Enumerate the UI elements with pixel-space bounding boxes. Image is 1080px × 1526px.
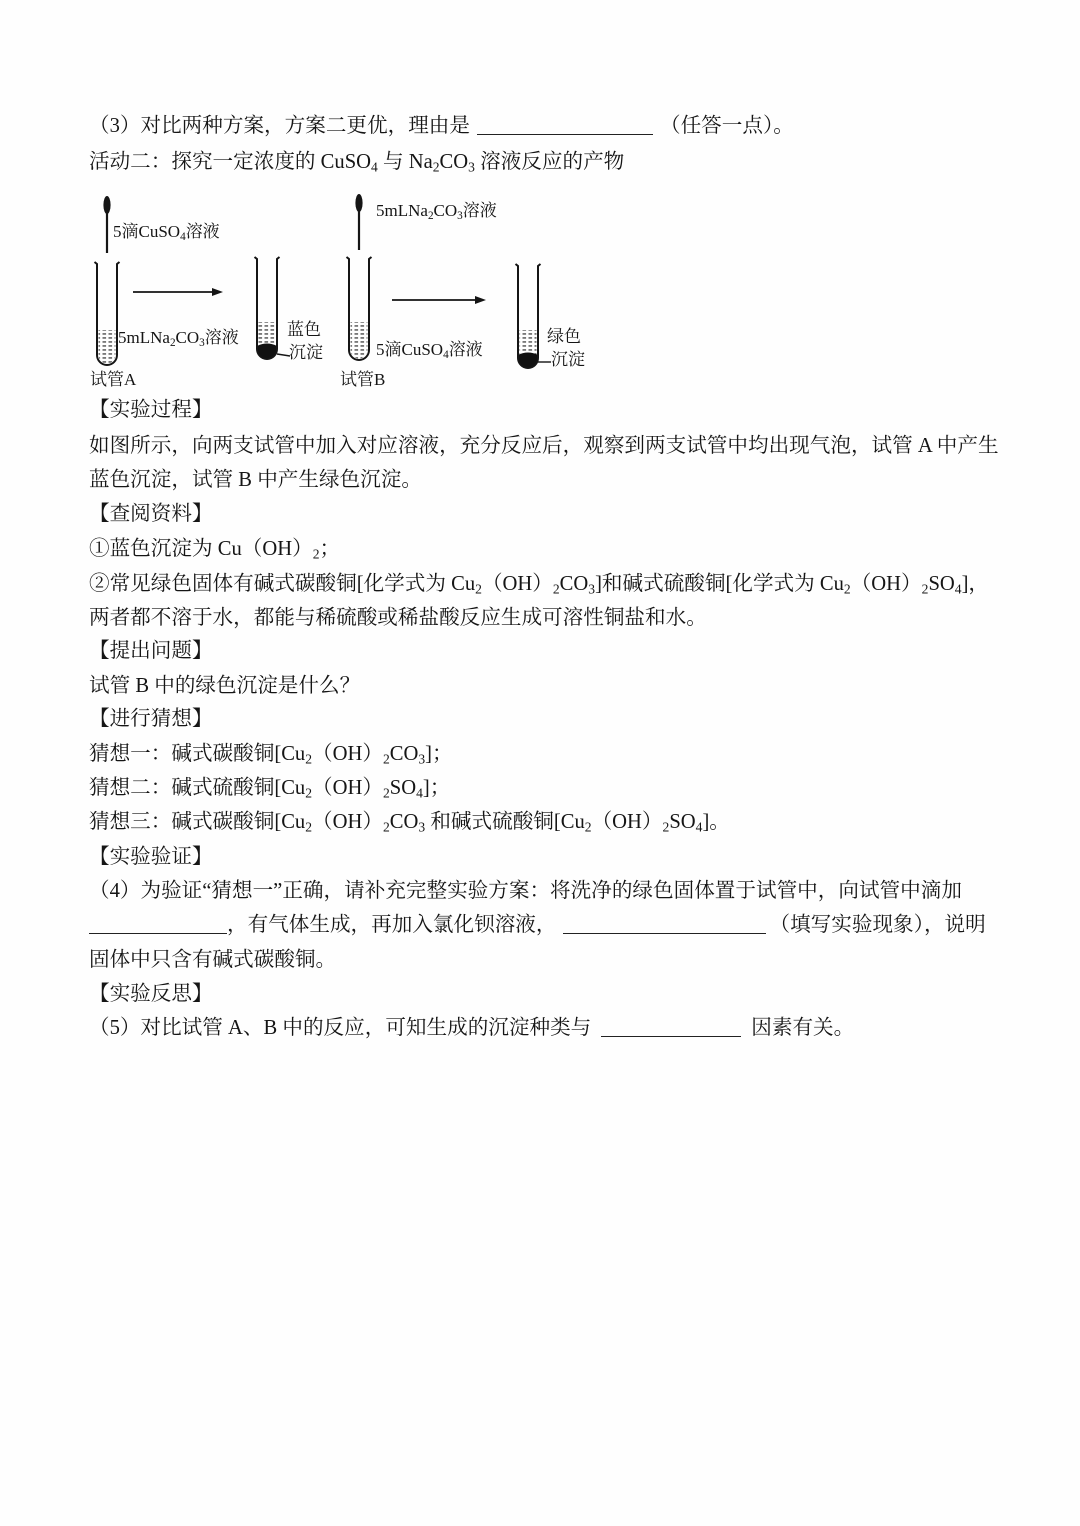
- question-3-prompt: （3）对比两种方案，方案二更优，理由是: [89, 115, 470, 137]
- text-run: ]，: [961, 573, 990, 595]
- process-line-1: 如图所示，向两支试管中加入对应溶液，充分反应后，观察到两支试管中均出现气泡，试管 A 中产生: [89, 435, 999, 457]
- problem-question: 试管 B 中的绿色沉淀是什么？: [89, 675, 361, 697]
- text-run: 活动二：探究一定浓度的 CuSO: [89, 151, 372, 173]
- test-tube-b: [347, 257, 372, 360]
- text-run: 猜想二：碱式硫酸铜[Cu: [89, 777, 306, 799]
- text-run: 5mLNa: [376, 201, 428, 220]
- section-heading-reflection: 【实验反思】: [89, 983, 213, 1005]
- text-run: ②常见绿色固体有碱式碳酸铜[化学式为 Cu: [89, 573, 476, 595]
- dropper-a-bulb: [103, 196, 110, 214]
- formula-subscript: 2: [843, 581, 851, 597]
- text-run: 溶液: [448, 340, 483, 359]
- section-heading-verification: 【实验验证】: [89, 846, 213, 868]
- text-run: SO: [389, 777, 417, 799]
- test-tube-b-contents-label: [376, 339, 483, 361]
- text-run: （OH）: [850, 573, 922, 595]
- hypothesis-1: [89, 742, 453, 766]
- formula-subscript: 4: [180, 230, 186, 243]
- dropper-b-label: [376, 200, 497, 222]
- formula-subscript: 4: [416, 785, 423, 801]
- section-heading-problem: 【提出问题】: [89, 640, 213, 662]
- formula-subscript: 2: [475, 581, 482, 597]
- text-run: 与 Na: [377, 151, 433, 173]
- text-run: ]和碱式硫酸铜[化学式为 Cu: [595, 573, 844, 595]
- formula-subscript: 3: [457, 209, 463, 222]
- test-tube-b-liquid: [351, 322, 368, 359]
- text-run: 5滴CuSO: [113, 222, 181, 241]
- text-run: 5mLNa: [118, 328, 170, 347]
- question-4-line-2: [89, 913, 986, 937]
- formula-subscript: 2: [552, 581, 560, 597]
- text-run: 溶液: [462, 201, 497, 220]
- text-run: CO: [559, 573, 589, 595]
- reaction-arrow-b: [392, 296, 486, 304]
- question-3-hint: （任答一点）。: [659, 115, 794, 137]
- result-a-precipitate-label: 沉淀: [289, 343, 323, 362]
- text-run: 5滴CuSO: [376, 340, 444, 359]
- test-tube-a-contents-label: [118, 327, 239, 349]
- formula-subscript: 2: [921, 581, 929, 597]
- hypothesis-3: [89, 810, 730, 834]
- section-heading-process: 【实验过程】: [89, 399, 213, 421]
- text-run: 猜想一：碱式碳酸铜[Cu: [89, 743, 306, 765]
- formula-subscript: 3: [588, 581, 596, 597]
- text-run: CO: [389, 811, 419, 833]
- formula-subscript: 2: [305, 819, 313, 835]
- text-run: CO: [439, 151, 469, 173]
- formula-subscript: 2: [169, 336, 176, 349]
- question-5-prompt: （5）对比试管 A、B 中的反应，可知生成的沉淀种类与: [89, 1017, 592, 1039]
- reference-item-1: [89, 537, 340, 561]
- text-run: ]；: [425, 743, 453, 765]
- formula-subscript: 2: [382, 751, 390, 767]
- formula-subscript: 4: [954, 581, 962, 597]
- section-heading-hypotheses: 【进行猜想】: [89, 708, 213, 730]
- text-run: 溶液: [204, 328, 239, 347]
- formula-subscript: 2: [662, 819, 670, 835]
- result-a-color-label: 蓝色: [287, 320, 321, 339]
- formula-subscript: 2: [382, 819, 390, 835]
- text-run: （OH）: [312, 811, 383, 833]
- reference-item-2-line-2: 两者都不溶于水，都能与稀硫酸或稀盐酸反应生成可溶性铜盐和水。: [89, 607, 707, 629]
- formula-subscript: 2: [305, 751, 313, 767]
- answer-blank-reagent: [89, 915, 227, 934]
- formula-subscript: 3: [199, 336, 205, 349]
- result-b-color-label: 绿色: [547, 327, 581, 346]
- result-tube-b: [516, 264, 552, 368]
- text-run: ]。: [702, 811, 730, 833]
- reference-item-2-line-1: [89, 572, 989, 596]
- text-run: 溶液: [185, 222, 220, 241]
- formula-subscript: 4: [371, 159, 378, 175]
- result-b-precipitate-label: 沉淀: [551, 350, 585, 369]
- text-run: SO: [669, 811, 696, 833]
- dropper-b-bulb: [355, 194, 362, 212]
- text-run: （OH）: [591, 811, 663, 833]
- answer-blank-q5: [601, 1018, 741, 1037]
- result-tube-a: [255, 257, 291, 359]
- formula-subscript: 2: [584, 819, 592, 835]
- formula-subscript: 4: [695, 819, 703, 835]
- hypothesis-2: [89, 776, 450, 800]
- reaction-arrow-a: [133, 288, 223, 296]
- question-4-line-2-middle: ，有气体生成，再加入氯化钡溶液，: [227, 914, 557, 936]
- text-run: 猜想三：碱式碳酸铜[Cu: [89, 811, 306, 833]
- formula-subscript: 3: [468, 159, 475, 175]
- formula-subscript: 3: [418, 819, 426, 835]
- text-run: CO: [389, 743, 419, 765]
- question-4-line-1: （4）为验证“猜想一”正确，请补充完整实验方案：将洗净的绿色固体置于试管中，向试管中滴加: [89, 880, 962, 902]
- formula-subscript: 2: [305, 785, 313, 801]
- question-5: [89, 1016, 854, 1040]
- formula-subscript: 2: [382, 785, 390, 801]
- text-run: ；: [319, 538, 341, 560]
- dropper-b: [355, 194, 362, 250]
- text-run: 和碱式硫酸铜[Cu: [425, 811, 585, 833]
- formula-subscript: 2: [312, 546, 320, 562]
- reaction-arrow-b-head: [475, 296, 486, 304]
- text-run: （OH）: [312, 777, 383, 799]
- test-tube-a-name: 试管A: [90, 370, 137, 389]
- experiment-diagram: [0, 0, 1080, 420]
- test-tube-a-liquid: [99, 330, 116, 364]
- formula-subscript: 3: [418, 751, 426, 767]
- question-4-line-2-end: （填写实验现象），说明: [769, 914, 986, 936]
- text-run: ①蓝色沉淀为 Cu（OH）: [89, 538, 313, 560]
- test-tube-a: [95, 262, 120, 365]
- section-heading-references: 【查阅资料】: [89, 503, 213, 525]
- answer-blank-phenomenon: [563, 915, 766, 934]
- formula-subscript: 2: [432, 159, 440, 175]
- text-run: CO: [175, 328, 200, 347]
- text-run: 溶液反应的产物: [474, 151, 625, 173]
- text-run: （OH）: [481, 573, 553, 595]
- formula-subscript: 4: [443, 348, 449, 361]
- test-tube-b-name: 试管B: [340, 370, 386, 389]
- question-5-end: 因素有关。: [751, 1017, 855, 1039]
- reaction-arrow-a-head: [212, 288, 223, 296]
- process-line-2: 蓝色沉淀，试管 B 中产生绿色沉淀。: [89, 469, 422, 491]
- text-run: SO: [928, 573, 955, 595]
- dropper-a-label: [113, 221, 220, 243]
- text-run: （OH）: [312, 743, 383, 765]
- formula-subscript: 2: [427, 209, 434, 222]
- text-run: ]；: [422, 777, 451, 799]
- dropper-a: [103, 196, 110, 253]
- question-4-line-3: 固体中只含有碱式碳酸铜。: [89, 949, 337, 971]
- text-run: CO: [433, 201, 458, 220]
